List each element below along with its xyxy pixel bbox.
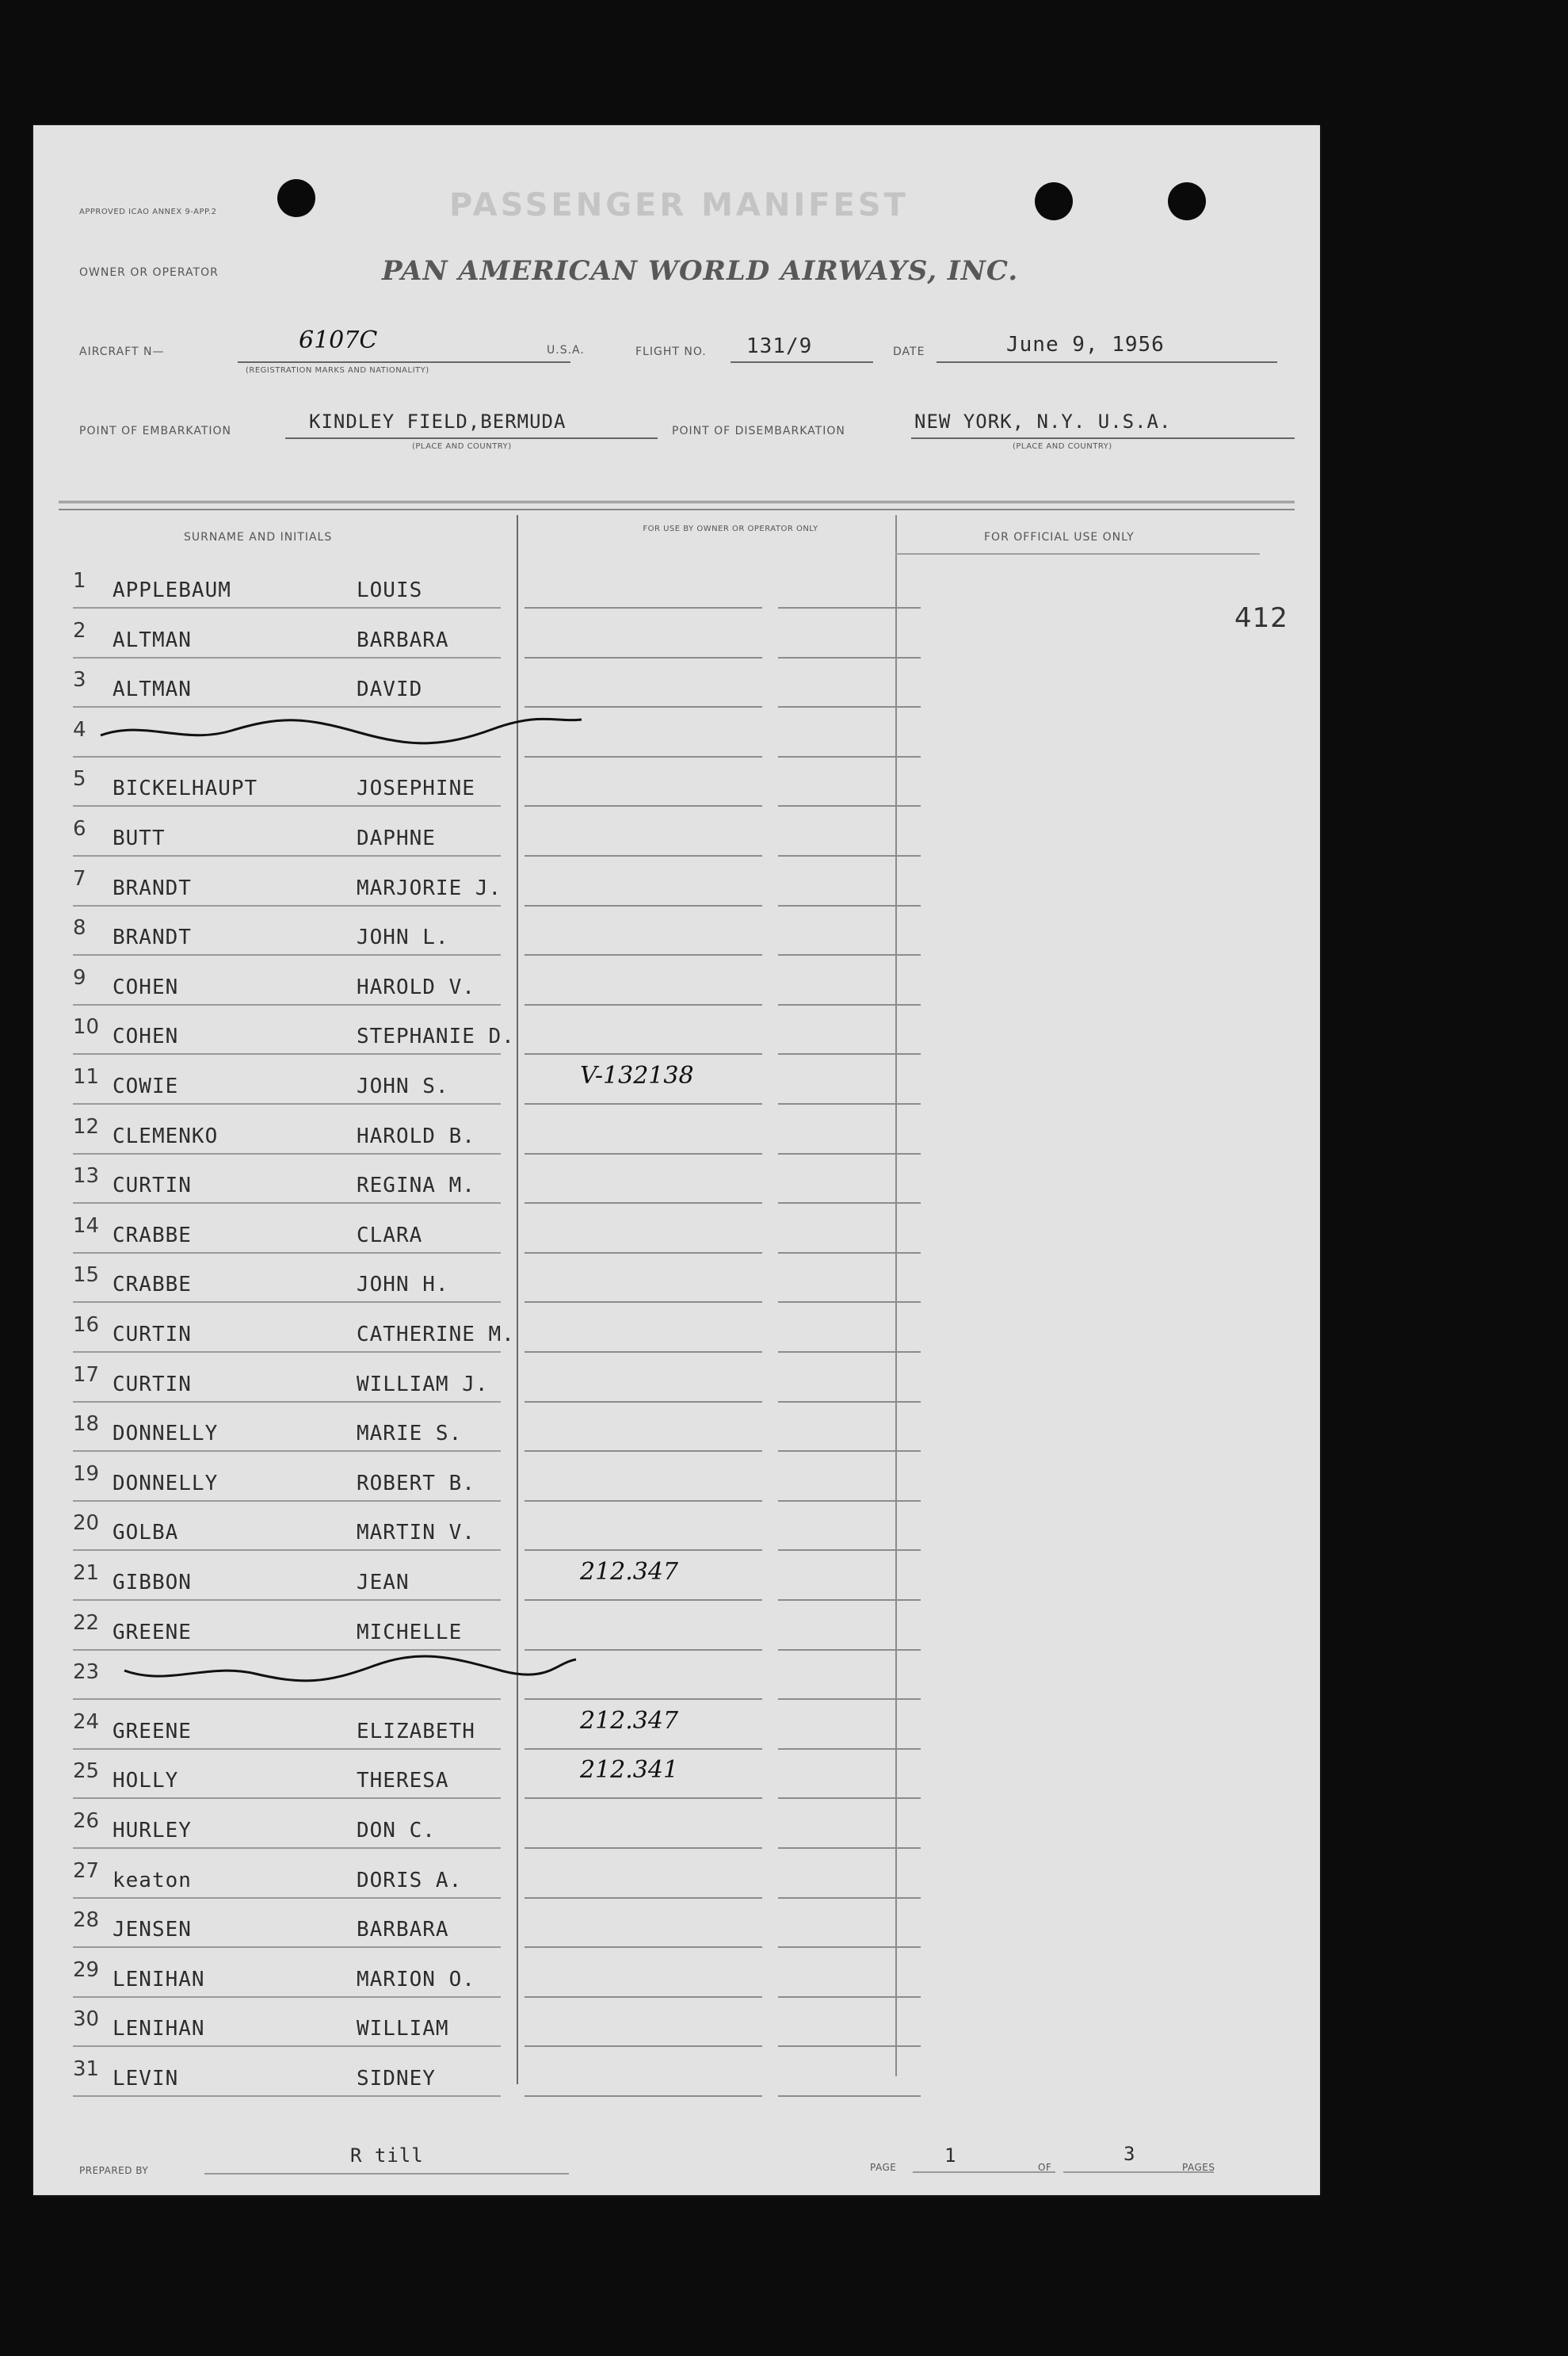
passenger-row	[33, 1908, 1320, 1957]
page-number: 1	[944, 2144, 957, 2167]
page-title: PASSENGER MANIFEST	[449, 187, 909, 223]
passenger-surname: BICKELHAUPT	[113, 777, 258, 800]
passenger-row	[33, 1412, 1320, 1461]
passenger-given-name: LOUIS	[357, 578, 423, 602]
passenger-surname: COWIE	[113, 1075, 179, 1098]
pages-label: PAGES	[1182, 2162, 1215, 2173]
row-number: 18	[73, 1412, 100, 1436]
row-number: 27	[73, 1859, 100, 1883]
row-number: 30	[73, 2007, 100, 2031]
row-number: 23	[73, 1660, 100, 1684]
row-number: 9	[73, 966, 86, 990]
passenger-surname: JENSEN	[113, 1918, 192, 1942]
row-number: 22	[73, 1611, 100, 1635]
of-label: OF	[1038, 2162, 1052, 2173]
disembarkation-sub: (PLACE AND COUNTRY)	[1013, 442, 1112, 451]
passenger-given-name: ELIZABETH	[357, 1720, 475, 1743]
row-number: 11	[73, 1065, 100, 1089]
disembarkation-label: POINT OF DISEMBARKATION	[672, 425, 845, 437]
passenger-surname: HURLEY	[113, 1819, 192, 1842]
passenger-given-name: DON C.	[357, 1819, 436, 1842]
row-number: 19	[73, 1462, 100, 1486]
row-number: 12	[73, 1115, 100, 1139]
passenger-surname: CLEMENKO	[113, 1125, 219, 1148]
passenger-row	[33, 1164, 1320, 1213]
passenger-given-name: HAROLD V.	[357, 976, 475, 999]
passenger-given-name: BARBARA	[357, 1918, 449, 1942]
row-number: 16	[73, 1313, 100, 1337]
passenger-given-name: THERESA	[357, 1769, 449, 1793]
row-number: 25	[73, 1759, 100, 1783]
passenger-row	[33, 1756, 1320, 1808]
passenger-surname: CURTIN	[113, 1373, 192, 1396]
passenger-row	[33, 817, 1320, 866]
passenger-given-name: JOHN L.	[357, 926, 449, 949]
passenger-given-name: DAVID	[357, 678, 423, 701]
passenger-given-name: DORIS A.	[357, 1869, 463, 1892]
passenger-surname: GREENE	[113, 1720, 192, 1743]
margin-note: 412	[1234, 602, 1288, 634]
passenger-surname: LEVIN	[113, 2067, 179, 2091]
passenger-given-name: BARBARA	[357, 628, 449, 652]
punch-hole	[277, 179, 315, 217]
passenger-given-name: HAROLD B.	[357, 1125, 475, 1148]
strike-scribble	[120, 1647, 580, 1694]
passenger-surname: LENIHAN	[113, 2017, 205, 2041]
usa-label: U.S.A.	[547, 344, 585, 357]
passenger-given-name: MARTIN V.	[357, 1521, 475, 1545]
passenger-row	[33, 619, 1320, 668]
page-total: 3	[1124, 2143, 1136, 2165]
row-number: 10	[73, 1015, 100, 1039]
owner-use-note: 212.347	[580, 1558, 679, 1586]
date-label: DATE	[893, 346, 925, 358]
row-number: 20	[73, 1511, 100, 1535]
passenger-given-name: MARJORIE J.	[357, 876, 502, 900]
passenger-row	[33, 1558, 1320, 1610]
row-number: 29	[73, 1958, 100, 1982]
row-number: 2	[73, 619, 86, 643]
strike-scribble	[97, 712, 588, 759]
airline-name: PAN AMERICAN WORLD AIRWAYS, INC.	[382, 255, 1019, 287]
row-number: 7	[73, 867, 86, 891]
row-number: 6	[73, 817, 86, 841]
embarkation-label: POINT OF EMBARKATION	[79, 425, 232, 437]
passenger-row	[33, 1214, 1320, 1263]
passenger-row	[33, 1015, 1320, 1064]
passenger-row	[33, 966, 1320, 1015]
flight-label: FLIGHT NO.	[635, 346, 707, 358]
passenger-surname: ALTMAN	[113, 628, 192, 652]
row-number: 15	[73, 1263, 100, 1287]
passenger-surname: keaton	[113, 1869, 192, 1892]
passenger-row	[33, 1958, 1320, 2007]
passenger-given-name: SIDNEY	[357, 2067, 436, 2091]
passenger-given-name: CATHERINE M.	[357, 1323, 515, 1346]
row-number: 31	[73, 2057, 100, 2081]
passenger-given-name: JOHN S.	[357, 1075, 449, 1098]
owner-use-note: 212.341	[580, 1756, 679, 1784]
row-number: 26	[73, 1809, 100, 1833]
passenger-given-name: MARIE S.	[357, 1422, 463, 1445]
passenger-surname: BUTT	[113, 827, 166, 850]
passenger-surname: ALTMAN	[113, 678, 192, 701]
passenger-row	[33, 767, 1320, 816]
passenger-row	[33, 1707, 1320, 1759]
passenger-row	[33, 1511, 1320, 1560]
passenger-surname: GREENE	[113, 1621, 192, 1644]
passenger-surname: HOLLY	[113, 1769, 179, 1793]
passenger-given-name: JOSEPHINE	[357, 777, 475, 800]
passenger-row	[33, 1363, 1320, 1412]
date-value: June 9, 1956	[1006, 333, 1165, 357]
embarkation-value: KINDLEY FIELD,BERMUDA	[309, 410, 567, 433]
passenger-surname: COHEN	[113, 976, 179, 999]
passenger-given-name: STEPHANIE D.	[357, 1025, 515, 1048]
passenger-given-name: WILLIAM J.	[357, 1373, 489, 1396]
passenger-given-name: DAPHNE	[357, 827, 436, 850]
page-label: PAGE	[870, 2162, 897, 2173]
passenger-surname: DONNELLY	[113, 1472, 219, 1495]
manifest-sheet	[33, 125, 1320, 2195]
passenger-surname: BRANDT	[113, 926, 192, 949]
punch-hole	[1168, 182, 1206, 220]
row-number: 5	[73, 767, 86, 791]
embarkation-sub: (PLACE AND COUNTRY)	[412, 442, 512, 451]
passenger-row	[33, 2007, 1320, 2056]
column-header-official-use: FOR OFFICIAL USE ONLY	[984, 531, 1135, 544]
passenger-surname: DONNELLY	[113, 1422, 219, 1445]
column-header-names: SURNAME AND INITIALS	[184, 531, 333, 544]
passenger-row	[33, 1462, 1320, 1511]
passenger-given-name: JOHN H.	[357, 1273, 449, 1296]
column-header-owner-use: FOR USE BY OWNER OR OPERATOR ONLY	[643, 525, 818, 533]
row-number: 21	[73, 1561, 100, 1585]
passenger-row	[33, 1263, 1320, 1312]
prepared-by-label: PREPARED BY	[79, 2165, 149, 2176]
approval-stamp: APPROVED ICAO ANNEX 9-APP.2	[79, 208, 217, 216]
passenger-row	[33, 1313, 1320, 1362]
passenger-row	[33, 1115, 1320, 1164]
passenger-given-name: CLARA	[357, 1224, 423, 1247]
punch-hole	[1035, 182, 1073, 220]
row-number: 24	[73, 1710, 100, 1734]
row-number: 14	[73, 1214, 100, 1238]
row-number: 3	[73, 668, 86, 692]
row-number: 13	[73, 1164, 100, 1188]
owner-label: OWNER OR OPERATOR	[79, 266, 219, 279]
prepared-by-value: R till	[350, 2144, 424, 2167]
passenger-surname: CURTIN	[113, 1174, 192, 1197]
passenger-given-name: WILLIAM	[357, 2017, 449, 2041]
passenger-surname: GOLBA	[113, 1521, 179, 1545]
passenger-surname: GIBBON	[113, 1571, 192, 1594]
aircraft-value: 6107C	[299, 326, 378, 354]
passenger-surname: CRABBE	[113, 1224, 192, 1247]
passenger-surname: CURTIN	[113, 1323, 192, 1346]
passenger-given-name: JEAN	[357, 1571, 410, 1594]
passenger-given-name: MARION O.	[357, 1968, 475, 1991]
row-number: 1	[73, 569, 86, 593]
passenger-row	[33, 1859, 1320, 1908]
row-number: 17	[73, 1363, 100, 1387]
row-number: 4	[73, 718, 86, 742]
passenger-row	[33, 569, 1320, 618]
passenger-row	[33, 1062, 1320, 1114]
passenger-surname: COHEN	[113, 1025, 179, 1048]
passenger-row	[33, 867, 1320, 916]
passenger-surname: APPLEBAUM	[113, 578, 231, 602]
flight-value: 131/9	[746, 334, 813, 358]
passenger-row	[33, 916, 1320, 965]
passenger-given-name: MICHELLE	[357, 1621, 463, 1644]
disembarkation-value: NEW YORK, N.Y. U.S.A.	[914, 410, 1172, 433]
passenger-surname: LENIHAN	[113, 1968, 205, 1991]
row-number: 8	[73, 916, 86, 940]
aircraft-sub: (REGISTRATION MARKS AND NATIONALITY)	[246, 366, 429, 375]
owner-use-note: 212.347	[580, 1707, 679, 1735]
passenger-given-name: REGINA M.	[357, 1174, 475, 1197]
passenger-row	[33, 2057, 1320, 2106]
passenger-row	[33, 668, 1320, 717]
row-number: 28	[73, 1908, 100, 1932]
owner-use-note: V-132138	[580, 1062, 694, 1090]
passenger-surname: BRANDT	[113, 876, 192, 900]
passenger-given-name: ROBERT B.	[357, 1472, 475, 1495]
passenger-surname: CRABBE	[113, 1273, 192, 1296]
passenger-row	[33, 1809, 1320, 1858]
aircraft-label: AIRCRAFT N—	[79, 346, 165, 358]
